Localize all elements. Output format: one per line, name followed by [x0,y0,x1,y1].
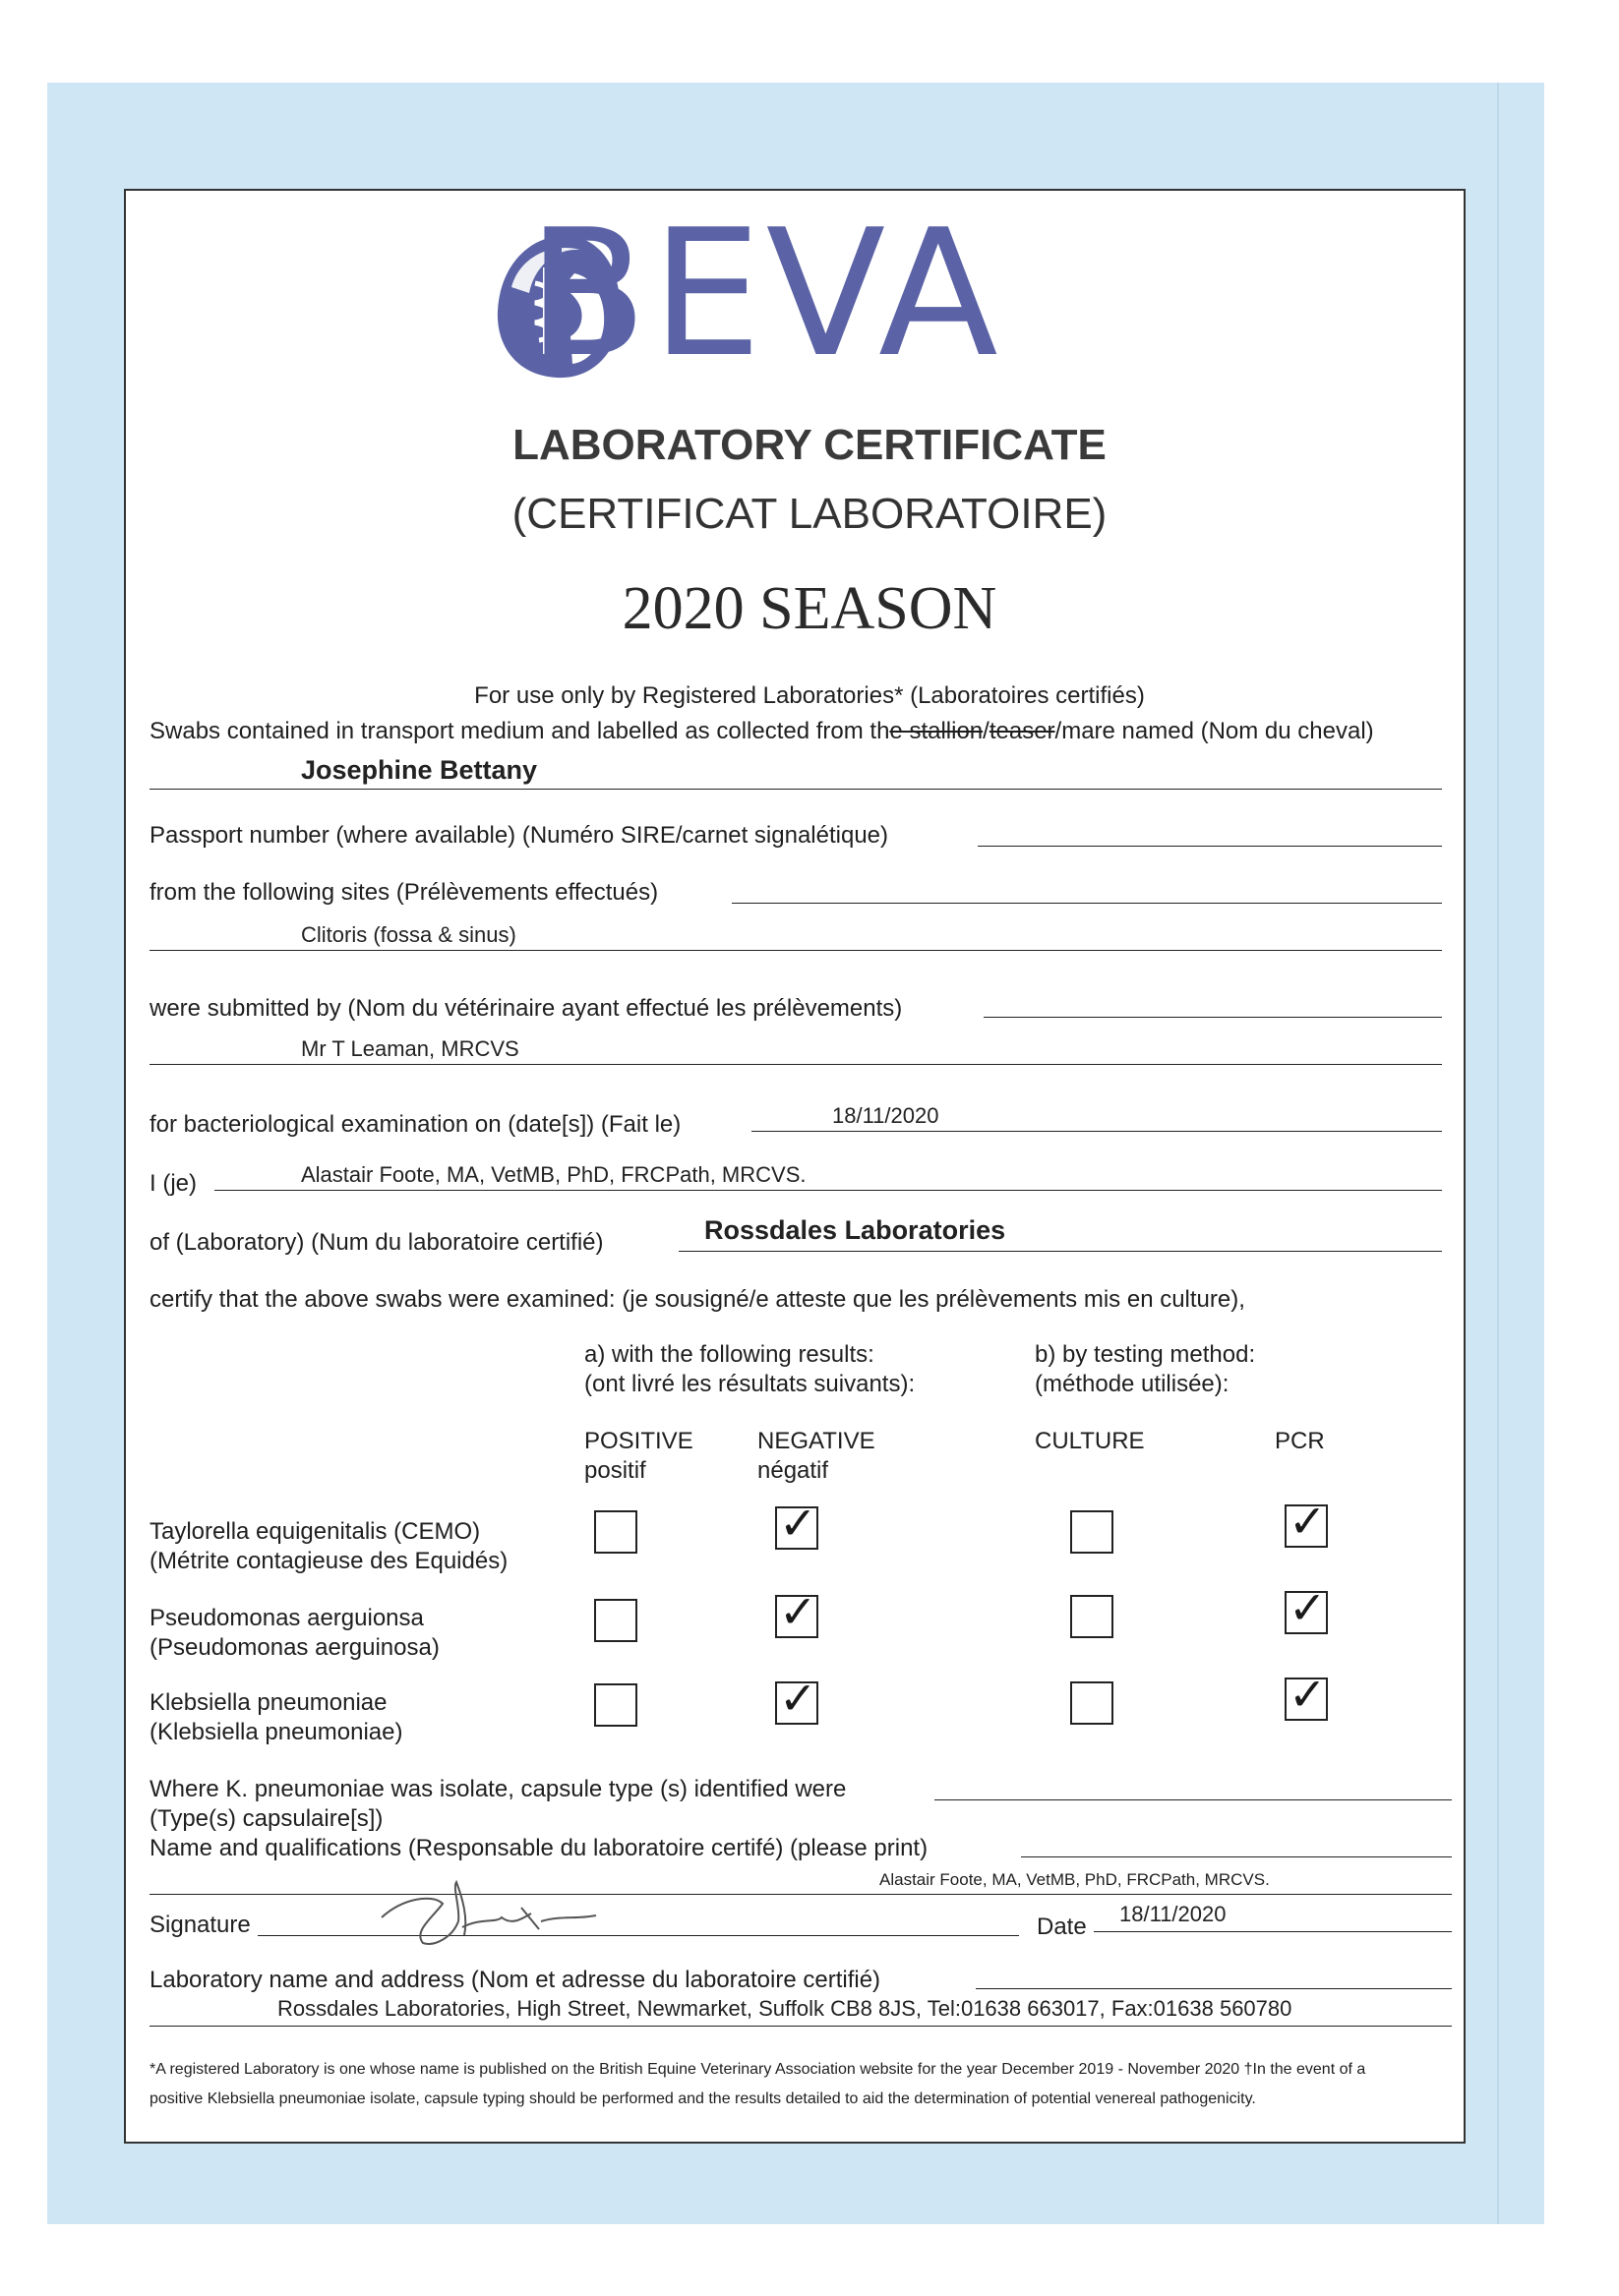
check-mark-icon: ✓ [779,1497,817,1550]
name-label: Name and qualifications (Responsable du laboratoire certifé) (please print) [150,1835,929,1861]
col-a-header: a) with the following results: [584,1341,874,1368]
i-label: I (je) [150,1170,197,1197]
check-mark-icon: ✓ [779,1672,817,1725]
footnote: *A registered Laboratory is one whose name is published on the British Equine Veterinary Association website for the year December 2019 - November 2020 †In the event of a positive Klebsiella pneumoniae isolate, capsule typing should be performed and the results detailed to aid the determination of potential venereal pathogenicity. [150,2061,1366,2107]
signature-line [258,1935,1019,1936]
capsule-label: Where K. pneumoniae was isolate, capsule type (s) identified were [150,1776,847,1802]
check-mark-icon: ✓ [1289,1495,1327,1548]
check-mark-icon: ✓ [1289,1581,1327,1634]
swabs-text-e: /mare named (Nom du cheval) [1054,718,1374,744]
row-2-organism-fr: (Pseudomonas aerguinosa) [150,1634,440,1661]
lab-line [679,1251,1442,1252]
handwritten-signature [374,1878,600,1949]
date-line [1094,1931,1452,1932]
horse-name-line [150,789,1442,790]
row-1-culture-checkbox[interactable] [1070,1510,1113,1554]
sites-line [732,903,1442,904]
check-mark-icon: ✓ [779,1585,817,1638]
horse-name-value: Josephine Bettany [301,755,538,785]
beva-logo-text: BEVA [527,192,1002,395]
submitted-value-line [150,1064,1442,1065]
row-1-positive-checkbox[interactable] [594,1510,637,1554]
lab-value: Rossdales Laboratories [704,1215,1006,1245]
name-line [1021,1856,1452,1857]
negative-header: NEGATIVE [757,1428,875,1454]
row-2-positive-checkbox[interactable] [594,1599,637,1642]
row-3-culture-checkbox[interactable] [1070,1681,1113,1725]
swabs-struck-teaser: teaser [989,718,1055,744]
submitted-label: were submitted by (Nom du vétérinaire ayant effectué les prélèvements) [150,995,903,1022]
sites-label: from the following sites (Prélèvements effectués) [150,879,659,906]
sites-value-line [150,950,1442,951]
capsule-label-fr: (Type(s) capsulaire[s]) [150,1805,384,1832]
pcr-header: PCR [1275,1428,1325,1454]
name-value: Alastair Foote, MA, VetMB, PhD, FRCPath, MRCVS. [879,1870,1270,1889]
exam-label: for bacteriological examination on (date[s]) (Fait le) [150,1111,682,1138]
intro-line: For use only by Registered Laboratories* (Laboratoires certifiés) [474,682,1145,709]
negative-header-fr: négatif [757,1457,829,1484]
date-value: 18/11/2020 [1119,1902,1227,1926]
row-2-negative-checkbox[interactable] [775,1585,818,1638]
swabs-text-a: Swabs contained in transport medium and labelled as collected from th [150,718,890,744]
date-label: Date [1037,1913,1087,1940]
address-value-line [150,2026,1452,2027]
exam-date-value: 18/11/2020 [832,1103,939,1128]
row-1-organism: Taylorella equigenitalis (CEMO) [150,1518,481,1545]
col-a-header-fr: (ont livré les résultats suivants): [584,1371,916,1397]
swabs-description [150,718,1374,745]
row-3-positive-checkbox[interactable] [594,1683,637,1727]
row-3-organism: Klebsiella pneumoniae [150,1689,388,1716]
positive-header: POSITIVE [584,1428,693,1454]
i-value: Alastair Foote, MA, VetMB, PhD, FRCPath, MRCVS. [301,1162,807,1187]
row-3-organism-fr: (Klebsiella pneumoniae) [150,1719,403,1745]
page-title-french: (CERTIFICAT LABORATOIRE) [511,490,1108,538]
address-label: Laboratory name and address (Nom et adresse du laboratoire certifié) [150,1967,881,1993]
col-b-header: b) by testing method: [1035,1341,1256,1368]
sites-value: Clitoris (fossa & sinus) [301,922,516,947]
culture-header: CULTURE [1035,1428,1145,1454]
certify-statement: certify that the above swabs were examined: (je sousigné/e atteste que les prélèvements mis en culture), [150,1286,1245,1313]
row-1-pcr-checkbox[interactable] [1285,1495,1328,1548]
check-mark-icon: ✓ [1289,1668,1327,1721]
swabs-struck-stallion: e stallion [889,718,984,744]
row-2-culture-checkbox[interactable] [1070,1595,1113,1638]
swabs-slash: / [983,718,989,744]
address-line [976,1988,1452,1989]
row-2-organism: Pseudomonas aerguionsa [150,1605,424,1631]
positive-header-fr: positif [584,1457,646,1484]
row-2-pcr-checkbox[interactable] [1285,1581,1328,1634]
submitted-line [984,1017,1442,1018]
row-1-organism-fr: (Métrite contagieuse des Equidés) [150,1548,509,1574]
row-3-pcr-checkbox[interactable] [1285,1668,1328,1721]
row-3-negative-checkbox[interactable] [775,1672,818,1725]
capsule-line [934,1799,1452,1800]
page-edge [1497,83,1499,2224]
exam-date-line [751,1131,1442,1132]
signature-label: Signature [150,1912,251,1938]
passport-line [978,846,1442,847]
name-value-line [150,1894,1452,1895]
submitted-value: Mr T Leaman, MRCVS [301,1036,519,1061]
row-1-negative-checkbox[interactable] [775,1497,818,1550]
passport-label: Passport number (where available) (Numéro SIRE/carnet signalétique) [150,822,889,849]
address-value: Rossdales Laboratories, High Street, Newmarket, Suffolk CB8 8JS, Tel:01638 663017, Fax:01638 560780 [277,1996,1292,2021]
season-heading: 2020 SEASON [622,575,997,642]
i-line [214,1190,1442,1191]
page-title: LABORATORY CERTIFICATE [512,421,1107,469]
col-b-header-fr: (méthode utilisée): [1035,1371,1229,1397]
lab-label: of (Laboratory) (Num du laboratoire certifié) [150,1229,604,1256]
